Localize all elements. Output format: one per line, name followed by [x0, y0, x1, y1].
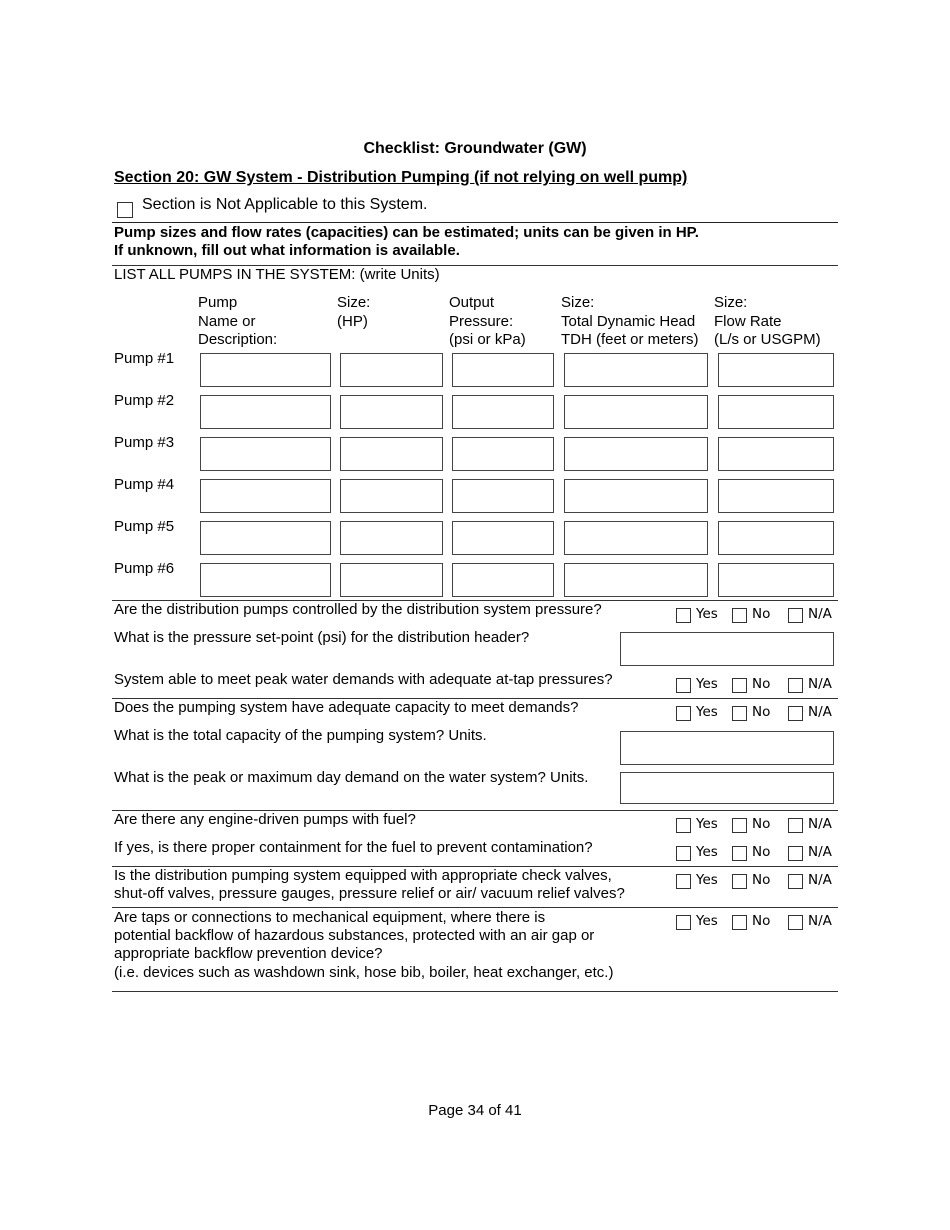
question-check-valves-line-1: Is the distribution pumping system equipped with appropriate check valves, [114, 867, 612, 884]
pump-flow-rate-field[interactable] [718, 479, 834, 513]
question-backflow-line-1: Are taps or connections to mechanical equipment, where there is [114, 909, 546, 926]
yes-checkbox[interactable] [676, 678, 691, 693]
pump-name-field[interactable] [200, 353, 331, 387]
total-capacity-field[interactable] [620, 731, 834, 765]
no-label: No [752, 844, 771, 860]
question-backflow-line-4: (i.e. devices such as washdown sink, hose bib, boiler, heat exchanger, etc.) [114, 964, 614, 981]
no-label: No [752, 913, 771, 929]
no-checkbox[interactable] [732, 678, 747, 693]
yes-checkbox[interactable] [676, 874, 691, 889]
pump-output-pressure-field[interactable] [452, 353, 554, 387]
pump-size-hp-field[interactable] [340, 437, 443, 471]
na-checkbox[interactable] [788, 915, 803, 930]
pump-size-hp-field[interactable] [340, 521, 443, 555]
question-peak-day-demand: What is the peak or maximum day demand on the water system? Units. [114, 769, 589, 786]
pump-size-hp-field[interactable] [340, 395, 443, 429]
pump-tdh-field[interactable] [564, 563, 708, 597]
pump-output-pressure-field[interactable] [452, 437, 554, 471]
column-header-line: Output [449, 294, 495, 311]
divider [112, 222, 838, 223]
pump-tdh-field[interactable] [564, 395, 708, 429]
pump-row-label: Pump #6 [114, 560, 175, 577]
yes-label: Yes [696, 872, 718, 888]
pump-size-hp-field[interactable] [340, 353, 443, 387]
yes-label: Yes [696, 676, 718, 692]
pump-row-label: Pump #5 [114, 518, 175, 535]
no-label: No [752, 816, 771, 832]
not-applicable-label: Section is Not Applicable to this System. [142, 196, 428, 213]
na-label: N/A [808, 816, 832, 832]
pump-output-pressure-field[interactable] [452, 395, 554, 429]
column-header-output-pressure [449, 294, 526, 350]
no-label: No [752, 676, 771, 692]
column-header-line: Name or [198, 312, 256, 330]
pump-size-hp-field[interactable] [340, 479, 443, 513]
yes-checkbox[interactable] [676, 818, 691, 833]
na-checkbox[interactable] [788, 818, 803, 833]
no-checkbox[interactable] [732, 818, 747, 833]
pump-tdh-field[interactable] [564, 479, 708, 513]
page-number: Page 34 of 41 [428, 1102, 522, 1119]
question-fuel-containment: If yes, is there proper containment for the fuel to prevent contamination? [114, 839, 593, 856]
pump-name-field[interactable] [200, 395, 331, 429]
pump-tdh-field[interactable] [564, 437, 708, 471]
peak-day-demand-field[interactable] [620, 772, 834, 804]
yes-checkbox[interactable] [676, 915, 691, 930]
not-applicable-checkbox[interactable] [117, 202, 133, 218]
question-total-capacity: What is the total capacity of the pumping system? Units. [114, 727, 487, 744]
no-checkbox[interactable] [732, 846, 747, 861]
question-pressure-set-point: What is the pressure set-point (psi) for the distribution header? [114, 629, 530, 646]
pump-output-pressure-field[interactable] [452, 563, 554, 597]
column-header-line: Pump [198, 294, 238, 311]
yes-checkbox[interactable] [676, 846, 691, 861]
na-label: N/A [808, 704, 832, 720]
question-backflow-line-3: appropriate backflow prevention device? [114, 945, 383, 962]
pump-name-field[interactable] [200, 479, 331, 513]
pump-row-label: Pump #2 [114, 392, 175, 409]
divider [112, 991, 838, 992]
no-label: No [752, 704, 771, 720]
column-header-line: Description: [198, 331, 278, 348]
no-checkbox[interactable] [732, 608, 747, 623]
yes-checkbox[interactable] [676, 608, 691, 623]
question-engine-driven-pumps: Are there any engine-driven pumps with fuel? [114, 811, 416, 828]
pump-output-pressure-field[interactable] [452, 521, 554, 555]
na-checkbox[interactable] [788, 678, 803, 693]
no-checkbox[interactable] [732, 706, 747, 721]
na-checkbox[interactable] [788, 846, 803, 861]
na-checkbox[interactable] [788, 874, 803, 889]
pump-flow-rate-field[interactable] [718, 563, 834, 597]
pressure-set-point-field[interactable] [620, 632, 834, 666]
pump-row-label: Pump #4 [114, 476, 175, 493]
pump-name-field[interactable] [200, 437, 331, 471]
pump-output-pressure-field[interactable] [452, 479, 554, 513]
pump-list-label: LIST ALL PUMPS IN THE SYSTEM: (write Units) [114, 266, 440, 283]
na-checkbox[interactable] [788, 706, 803, 721]
no-label: No [752, 872, 771, 888]
column-header-line: Size: [561, 294, 595, 311]
column-header-line: (HP) [337, 312, 368, 330]
yes-label: Yes [696, 844, 718, 860]
column-header-line: (psi or kPa) [449, 331, 526, 348]
column-header-line: (L/s or USGPM) [714, 331, 821, 348]
yes-label: Yes [696, 816, 718, 832]
yes-label: Yes [696, 913, 718, 929]
column-header-flow-rate [714, 294, 821, 350]
divider [112, 907, 838, 908]
pump-flow-rate-field[interactable] [718, 437, 834, 471]
na-label: N/A [808, 676, 832, 692]
pump-flow-rate-field[interactable] [718, 353, 834, 387]
pump-tdh-field[interactable] [564, 521, 708, 555]
column-header-line: Size: [337, 294, 371, 311]
na-label: N/A [808, 913, 832, 929]
pump-row-label: Pump #3 [114, 434, 175, 451]
yes-label: Yes [696, 704, 718, 720]
na-checkbox[interactable] [788, 608, 803, 623]
question-pressure-controlled: Are the distribution pumps controlled by the distribution system pressure? [114, 601, 602, 618]
question-peak-demands: System able to meet peak water demands with adequate at-tap pressures? [114, 671, 613, 688]
no-checkbox[interactable] [732, 915, 747, 930]
column-header-line: Pressure: [449, 312, 514, 330]
column-header-size-hp [337, 294, 370, 331]
question-backflow-line-2: potential backflow of hazardous substances, protected with an air gap or [114, 927, 595, 944]
column-header-line: TDH (feet or meters) [561, 331, 699, 348]
instructions-line-2: If unknown, fill out what information is available. [114, 242, 460, 259]
pump-name-field[interactable] [200, 521, 331, 555]
na-label: N/A [808, 844, 832, 860]
column-header-tdh [561, 294, 699, 350]
na-label: N/A [808, 872, 832, 888]
column-header-pump-name [198, 294, 277, 350]
pump-flow-rate-field[interactable] [718, 395, 834, 429]
yes-label: Yes [696, 606, 718, 622]
yes-checkbox[interactable] [676, 706, 691, 721]
instructions-line-1: Pump sizes and flow rates (capacities) can be estimated; units can be given in HP. [114, 224, 699, 241]
column-header-line: Size: [714, 294, 748, 311]
column-header-line: Total Dynamic Head [561, 312, 696, 330]
question-check-valves-line-2: shut-off valves, pressure gauges, pressure relief or air/ vacuum relief valves? [114, 885, 625, 902]
no-label: No [752, 606, 771, 622]
page-title: Checklist: Groundwater (GW) [363, 140, 587, 157]
section-heading: Section 20: GW System - Distribution Pumping (if not relying on well pump) [114, 169, 688, 186]
column-header-line: Flow Rate [714, 312, 782, 330]
pump-name-field[interactable] [200, 563, 331, 597]
question-adequate-capacity: Does the pumping system have adequate capacity to meet demands? [114, 699, 579, 716]
pump-size-hp-field[interactable] [340, 563, 443, 597]
pump-tdh-field[interactable] [564, 353, 708, 387]
no-checkbox[interactable] [732, 874, 747, 889]
na-label: N/A [808, 606, 832, 622]
pump-flow-rate-field[interactable] [718, 521, 834, 555]
pump-row-label: Pump #1 [114, 350, 175, 367]
